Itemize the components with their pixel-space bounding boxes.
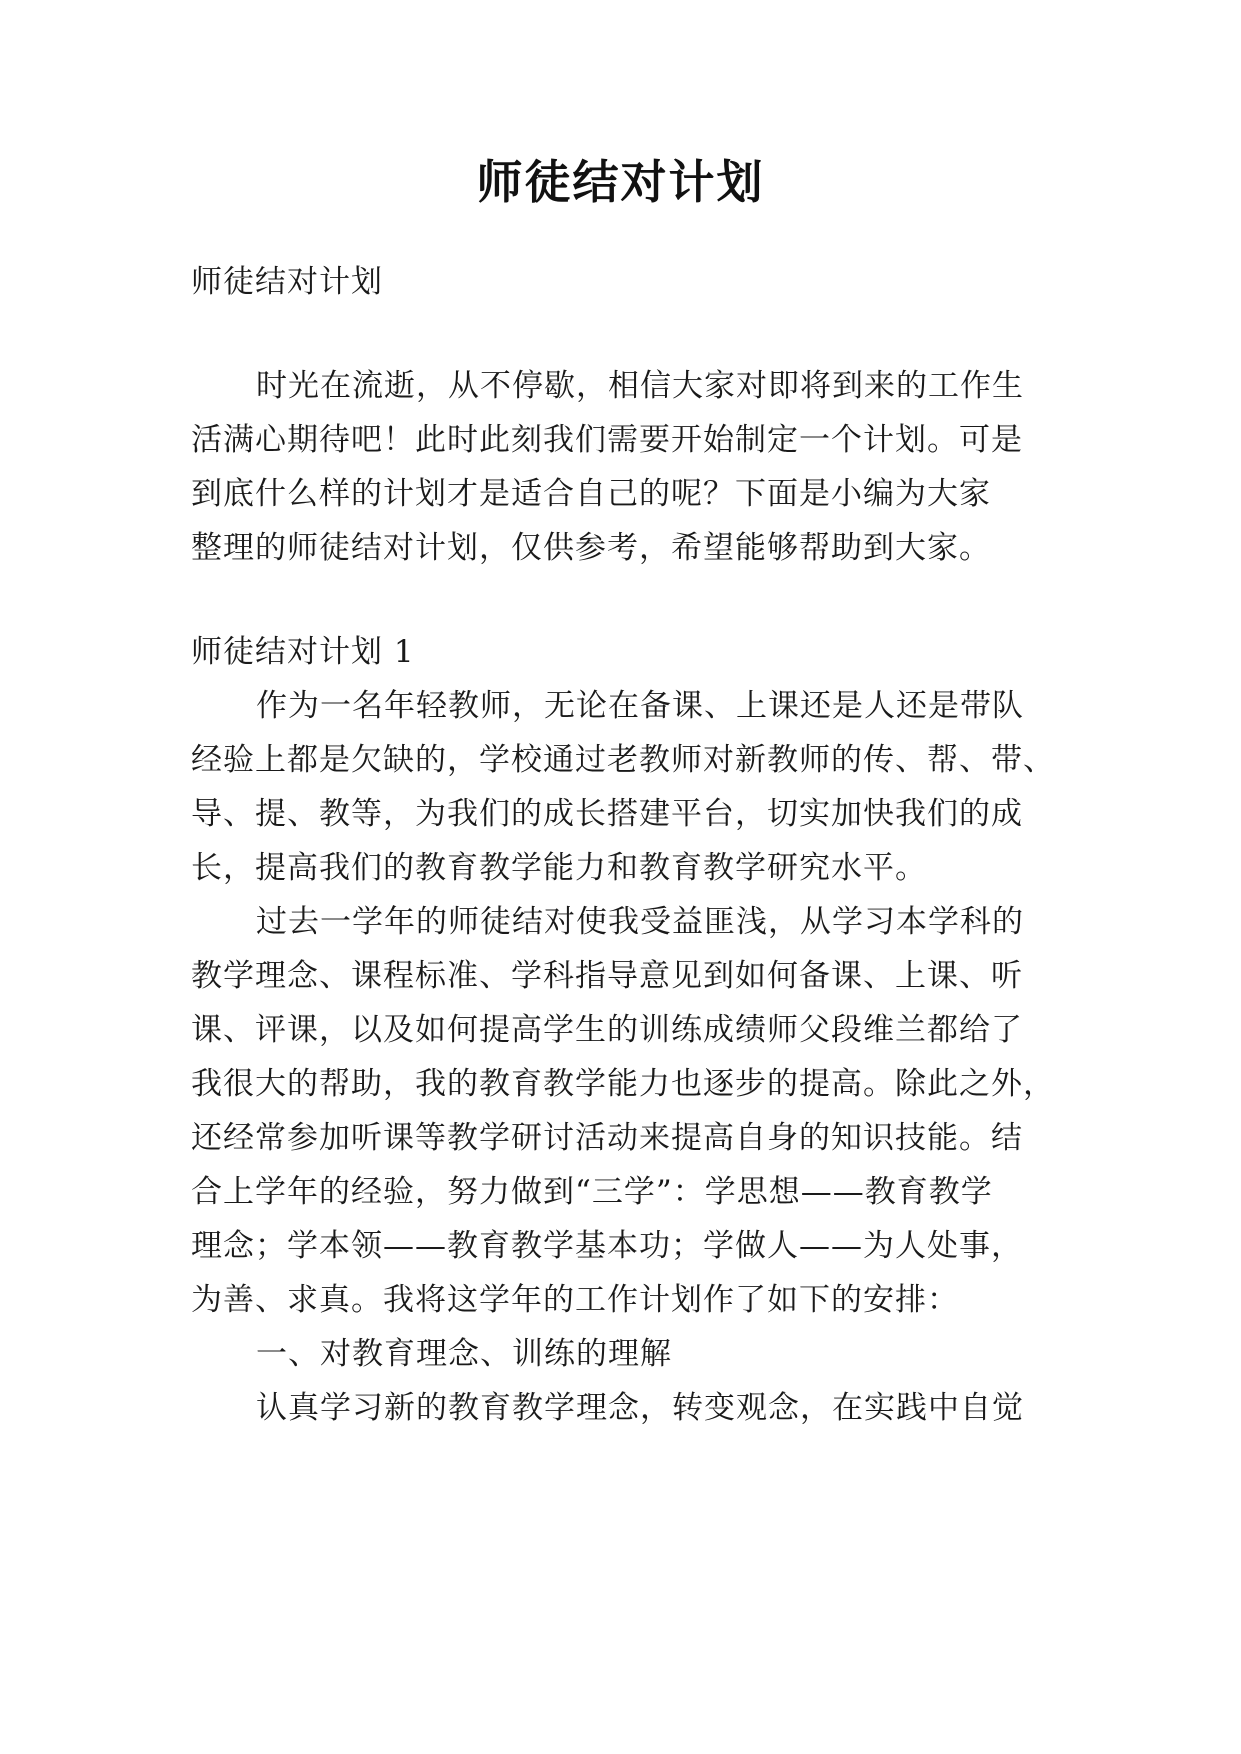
body-line: 经验上都是欠缺的，学校通过老教师对新教师的传、帮、带、 [191, 742, 1055, 778]
body-line: 认真学习新的教育教学理念，转变观念，在实践中自觉 [256, 1390, 1024, 1426]
section-heading: 师徒结对计划 1 [191, 634, 415, 670]
body-line: 过去一学年的师徒结对使我受益匪浅，从学习本学科的 [256, 904, 1024, 940]
body-line: 我很大的帮助，我的教育教学能力也逐步的提高。除此之外， [191, 1066, 1055, 1102]
intro-line: 活满心期待吧！此时此刻我们需要开始制定一个计划。可是 [191, 422, 1023, 458]
intro-line: 到底什么样的计划才是适合自己的呢？下面是小编为大家 [191, 476, 991, 512]
document-title: 师徒结对计划 [476, 155, 765, 209]
body-line: 理念；学本领——教育教学基本功；学做人——为人处事， [191, 1228, 1023, 1264]
body-line: 还经常参加听课等教学研讨活动来提高自身的知识技能。结 [191, 1120, 1023, 1156]
subtitle-line: 师徒结对计划 [191, 264, 383, 300]
body-line: 长，提高我们的教育教学能力和教育教学研究水平。 [191, 850, 927, 886]
body-line: 合上学年的经验，努力做到“三学”：学思想——教育教学 [191, 1174, 993, 1210]
body-line: 为善、求真。我将这学年的工作计划作了如下的安排： [191, 1282, 959, 1318]
body-line: 导、提、教等，为我们的成长搭建平台，切实加快我们的成 [191, 796, 1023, 832]
body-line: 课、评课，以及如何提高学生的训练成绩师父段维兰都给了 [191, 1012, 1023, 1048]
intro-line: 时光在流逝，从不停歇，相信大家对即将到来的工作生 [256, 368, 1024, 404]
subsection-heading: 一、对教育理念、训练的理解 [256, 1336, 672, 1372]
body-line: 教学理念、课程标准、学科指导意见到如何备课、上课、听 [191, 958, 1023, 994]
intro-line: 整理的师徒结对计划，仅供参考，希望能够帮助到大家。 [191, 530, 991, 566]
body-line: 作为一名年轻教师，无论在备课、上课还是人还是带队 [256, 688, 1024, 724]
